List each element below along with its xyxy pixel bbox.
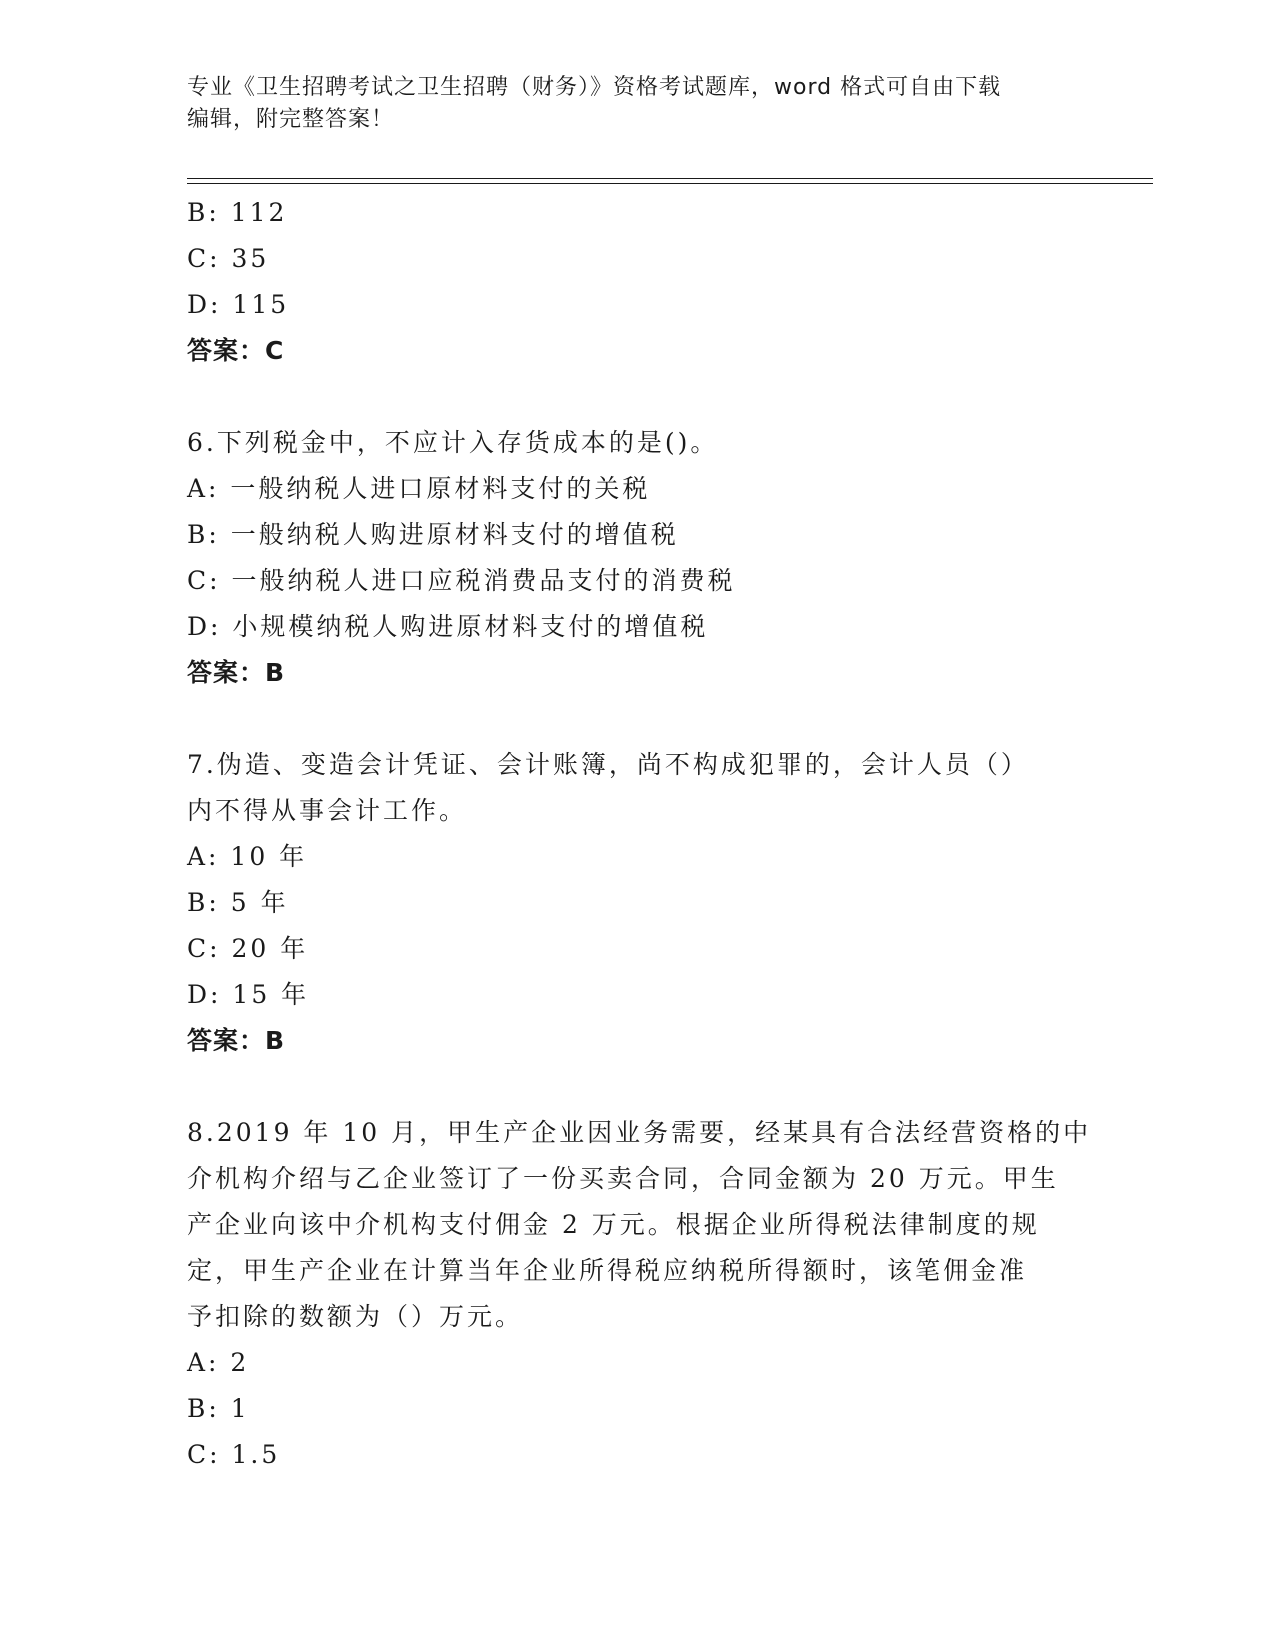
q6-answer: 答案：B [187, 658, 286, 687]
q5-answer: 答案：C [187, 336, 285, 365]
q8-option-c: C: 1.5 [187, 1440, 281, 1469]
q7-text-line-1: 7.伪造、变造会计凭证、会计账簿，尚不构成犯罪的，会计人员（） [187, 750, 1029, 779]
q8-option-b: B: 1 [187, 1394, 250, 1423]
q7-answer: 答案：B [187, 1026, 286, 1055]
question-7 [187, 742, 1087, 1064]
document-header [187, 72, 1087, 136]
q6-option-b: B: 一般纳税人购进原材料支付的增值税 [187, 520, 679, 549]
question-list [187, 190, 1092, 1478]
q8-text-line-3: 产企业向该中介机构支付佣金 2 万元。根据企业所得税法律制度的规 [187, 1210, 1040, 1239]
q5-option-c: C: 35 [187, 244, 270, 273]
q6-option-c: C: 一般纳税人进口应税消费品支付的消费税 [187, 566, 736, 595]
q8-text-line-2: 介机构介绍与乙企业签订了一份买卖合同，合同金额为 20 万元。甲生 [187, 1164, 1059, 1193]
q7-option-c: C: 20 年 [187, 934, 309, 963]
q7-text-line-2: 内不得从事会计工作。 [187, 796, 468, 825]
question-8 [187, 1110, 1092, 1478]
header-title-line-1: 专业《卫生招聘考试之卫生招聘（财务）》资格考试题库，word 格式可自由下载 [187, 75, 1002, 100]
spacer [187, 374, 1087, 420]
q5-option-b: B: 112 [187, 198, 288, 227]
question-6 [187, 420, 1087, 696]
q8-text-line-1: 8.2019 年 10 月，甲生产企业因业务需要，经某具有合法经营资格的中 [187, 1118, 1092, 1147]
q6-option-a: A: 一般纳税人进口原材料支付的关税 [187, 474, 651, 503]
q7-option-d: D: 15 年 [187, 980, 310, 1009]
spacer [187, 1064, 1087, 1110]
question-5-tail [187, 190, 1087, 374]
header-divider-bottom [187, 183, 1153, 184]
q8-text-line-5: 予扣除的数额为（）万元。 [187, 1302, 524, 1331]
header-title-line-2: 编辑，附完整答案！ [187, 107, 395, 132]
q6-option-d: D: 小规模纳税人购进原材料支付的增值税 [187, 612, 709, 641]
q8-option-a: A: 2 [187, 1348, 250, 1377]
q7-option-b: B: 5 年 [187, 888, 289, 917]
q7-option-a: A: 10 年 [187, 842, 308, 871]
q8-text-line-4: 定，甲生产企业在计算当年企业所得税应纳税所得额时，该笔佣金准 [187, 1256, 1028, 1285]
q5-option-d: D: 115 [187, 290, 290, 319]
q6-text: 6.下列税金中，不应计入存货成本的是()。 [187, 428, 719, 457]
spacer [187, 696, 1087, 742]
header-divider-top [187, 178, 1153, 179]
